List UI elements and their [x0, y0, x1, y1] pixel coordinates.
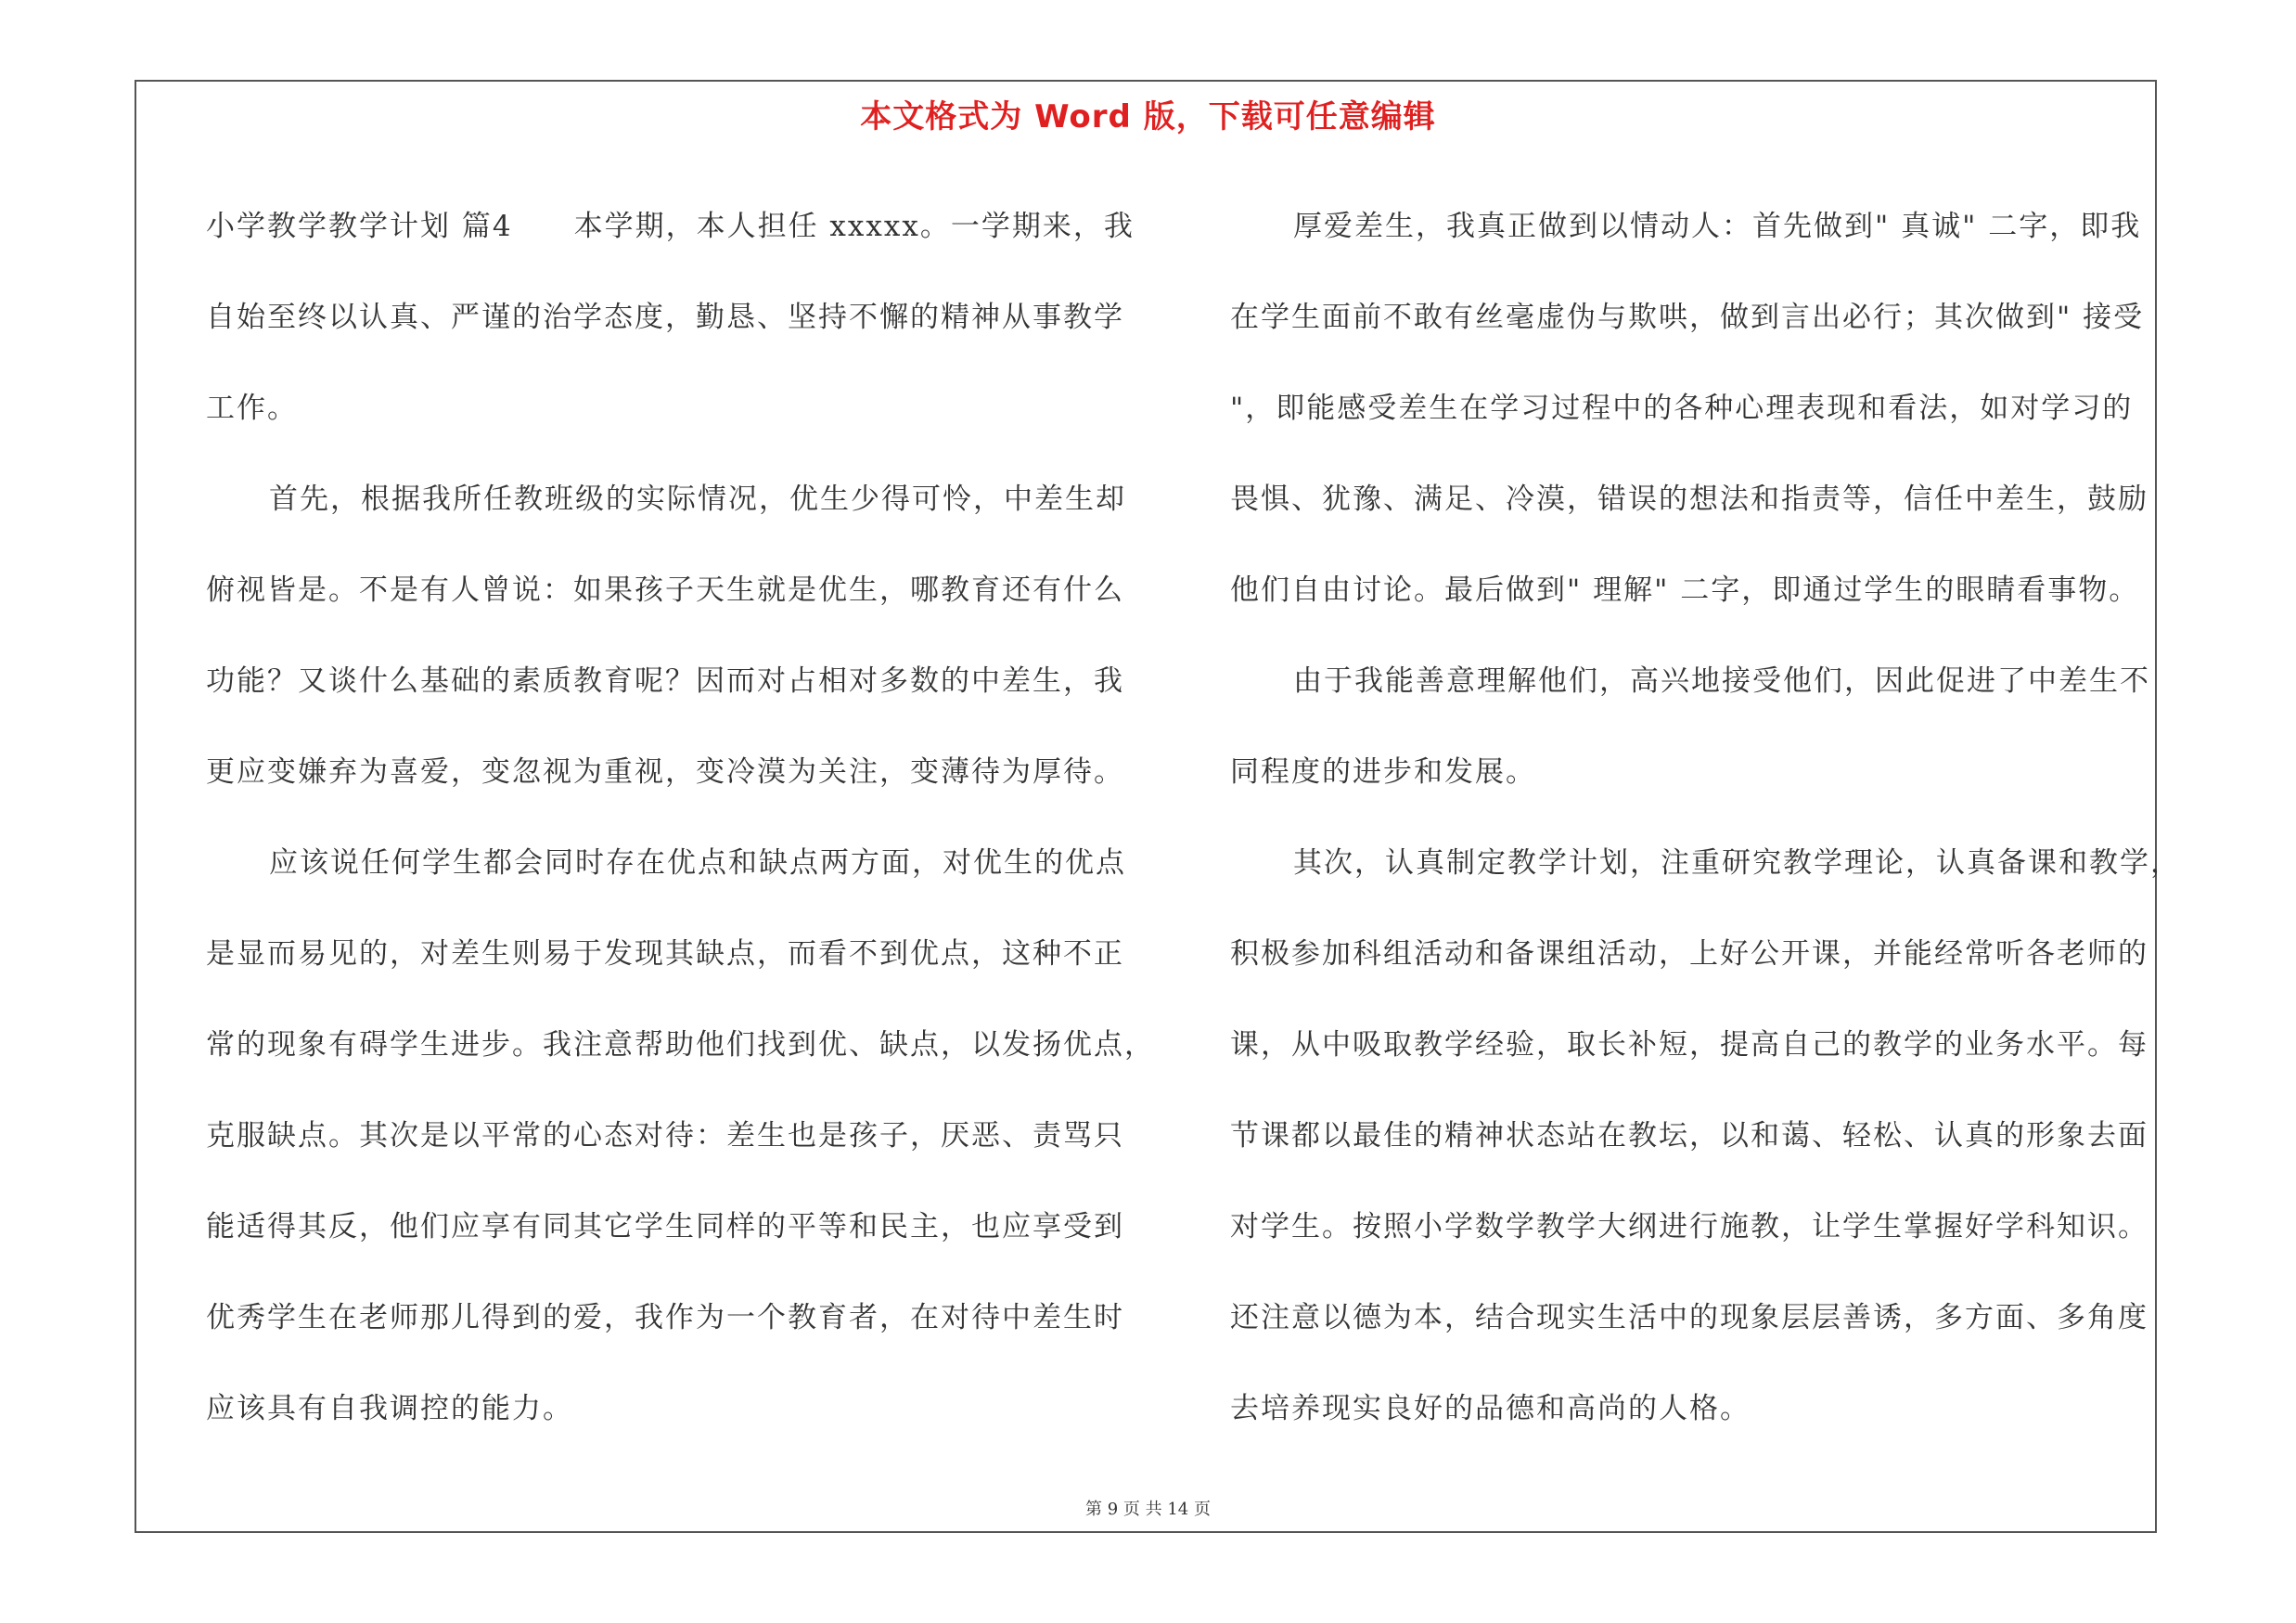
- text-line: 积极参加科组活动和备课组活动，上好公开课，并能经常听各老师的: [1230, 937, 2148, 971]
- paragraph: [1230, 181, 2158, 636]
- text-line: 功能？又谈什么基础的素质教育呢？因而对占相对多数的中差生，我: [206, 664, 1124, 698]
- paragraph: [1230, 818, 2181, 1454]
- text-line: 同程度的进步和发展。: [1230, 755, 1536, 789]
- paragraph: [206, 454, 1134, 818]
- text-line: 自始至终以认真、严谨的治学态度，勤恳、坚持不懈的精神从事教学: [206, 301, 1124, 334]
- word-format-banner: 本文格式为 Word 版，下载可任意编辑: [860, 98, 1436, 135]
- text-line: 克服缺点。其次是以平常的心态对待：差生也是孩子，厌恶、责骂只: [206, 1119, 1124, 1153]
- page-number-footer: 第 9 页 共 14 页: [1085, 1500, 1211, 1519]
- text-line: 在学生面前不敢有丝毫虚伪与欺哄，做到言出必行；其次做到" 接受: [1230, 301, 2145, 334]
- text-line: "，即能感受差生在学习过程中的各种心理表现和看法，如对学习的: [1230, 392, 2134, 425]
- text-line: 首先，根据我所任教班级的实际情况，优生少得可怜，中差生却: [269, 483, 1126, 516]
- text-line: 课，从中吸取教学经验，取长补短，提高自己的教学的业务水平。每: [1230, 1028, 2148, 1062]
- left-column: [206, 181, 1155, 1454]
- paragraph: [206, 181, 1134, 454]
- text-line: 更应变嫌弃为喜爱，变忽视为重视，变冷漠为关注，变薄待为厚待。: [206, 755, 1124, 789]
- text-line: 俯视皆是。不是有人曾说：如果孩子天生就是优生，哪教育还有什么: [206, 573, 1124, 607]
- text-line: 应该具有自我调控的能力。: [206, 1392, 573, 1425]
- text-line: 还注意以德为本，结合现实生活中的现象层层善诱，多方面、多角度: [1230, 1301, 2148, 1334]
- text-line: 厚爱差生，我真正做到以情动人：首先做到" 真诚" 二字，即我: [1293, 210, 2142, 243]
- text-line: 节课都以最佳的精神状态站在教坛，以和蔼、轻松、认真的形象去面: [1230, 1119, 2148, 1153]
- text-line: 小学教学教学计划 篇4 本学期，本人担任 xxxxx。一学期来，我: [206, 210, 1135, 243]
- text-line: 由于我能善意理解他们，高兴地接受他们，因此促进了中差生不: [1293, 664, 2150, 698]
- text-line: 常的现象有碍学生进步。我注意帮助他们找到优、缺点，以发扬优点，: [206, 1028, 1155, 1062]
- text-line: 去培养现实良好的品德和高尚的人格。: [1230, 1392, 1751, 1425]
- right-column: [1230, 181, 2181, 1454]
- paragraph: [1230, 636, 2158, 818]
- text-line: 工作。: [206, 392, 298, 425]
- text-line: 能适得其反，他们应享有同其它学生同样的平等和民主，也应享受到: [206, 1210, 1124, 1243]
- text-line: 应该说任何学生都会同时存在优点和缺点两方面，对优生的优点: [269, 846, 1126, 880]
- text-line: 是显而易见的，对差生则易于发现其缺点，而看不到优点，这种不正: [206, 937, 1124, 971]
- paragraph: [206, 818, 1155, 1454]
- text-line: 对学生。按照小学数学教学大纲进行施教，让学生掌握好学科知识。: [1230, 1210, 2148, 1243]
- text-line: 畏惧、犹豫、满足、冷漠，错误的想法和指责等，信任中差生，鼓励: [1230, 483, 2148, 516]
- text-line: 其次，认真制定教学计划，注重研究教学理论，认真备课和教学，: [1293, 846, 2181, 880]
- text-line: 他们自由讨论。最后做到" 理解" 二字，即通过学生的眼睛看事物。: [1230, 573, 2140, 607]
- text-line: 优秀学生在老师那儿得到的爱，我作为一个教育者，在对待中差生时: [206, 1301, 1124, 1334]
